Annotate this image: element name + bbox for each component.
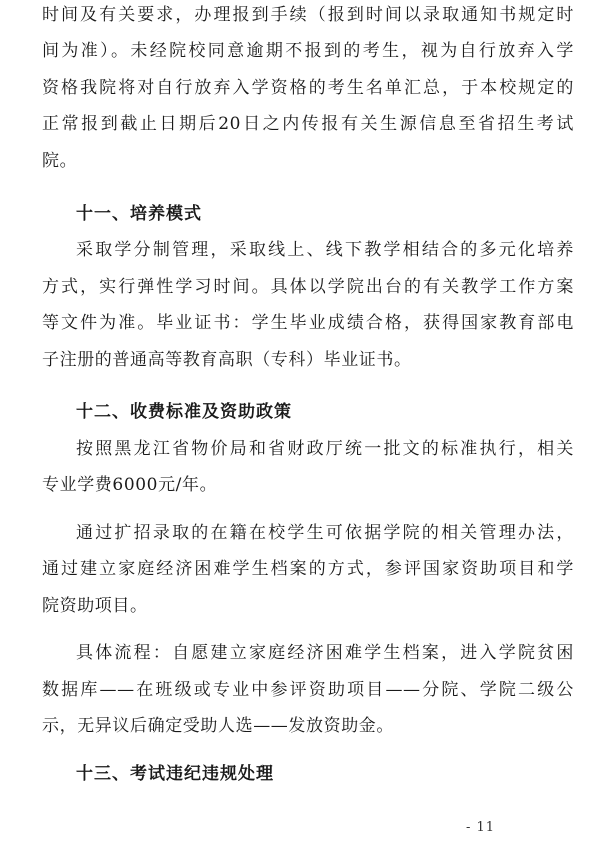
text-line: 正常报到截止日期后20日之内传报有关生源信息至省招生考试 xyxy=(42,114,574,134)
text-line: 时间及有关要求，办理报到手续（报到时间以录取通知书规定时 xyxy=(42,5,574,25)
text-line: 方式，实行弹性学习时间。具体以学院出台的有关教学工作方案 xyxy=(42,277,574,297)
text-line: 具体流程：自愿建立家庭经济困难学生档案，进入学院贫困 xyxy=(76,643,574,663)
text-line: 等文件为准。毕业证书：学生毕业成绩合格，获得国家教育部电 xyxy=(42,313,574,333)
text-line: 资格我院将对自行放弃入学资格的考生名单汇总，于本校规定的 xyxy=(42,78,574,98)
text-line: 示，无异议后确定受助人选——发放资助金。 xyxy=(42,716,394,736)
section-heading: 十二、收费标准及资助政策 xyxy=(76,402,292,422)
text-line: 专业学费6000元/年。 xyxy=(42,475,218,495)
text-line: 按照黑龙江省物价局和省财政厅统一批文的标准执行，相关 xyxy=(76,439,574,459)
page-number: - 11 xyxy=(466,820,496,835)
text-line: 院。 xyxy=(42,151,78,171)
text-line: 院资助项目。 xyxy=(42,596,148,616)
text-line: 间为准）。未经院校同意逾期不报到的考生，视为自行放弃入学 xyxy=(42,41,574,61)
section-heading: 十一、培养模式 xyxy=(76,204,202,224)
text-line: 子注册的普通高等教育高职（专科）毕业证书。 xyxy=(42,350,412,370)
text-line: 数据库——在班级或专业中参评资助项目——分院、学院二级公 xyxy=(42,680,574,700)
text-line: 采取学分制管理，采取线上、线下教学相结合的多元化培养 xyxy=(76,240,574,260)
text-line: 通过建立家庭经济困难学生档案的方式，参评国家资助项目和学 xyxy=(42,559,574,579)
text-line: 通过扩招录取的在籍在校学生可依据学院的相关管理办法， xyxy=(76,523,574,543)
section-heading: 十三、考试违纪违规处理 xyxy=(76,764,274,784)
